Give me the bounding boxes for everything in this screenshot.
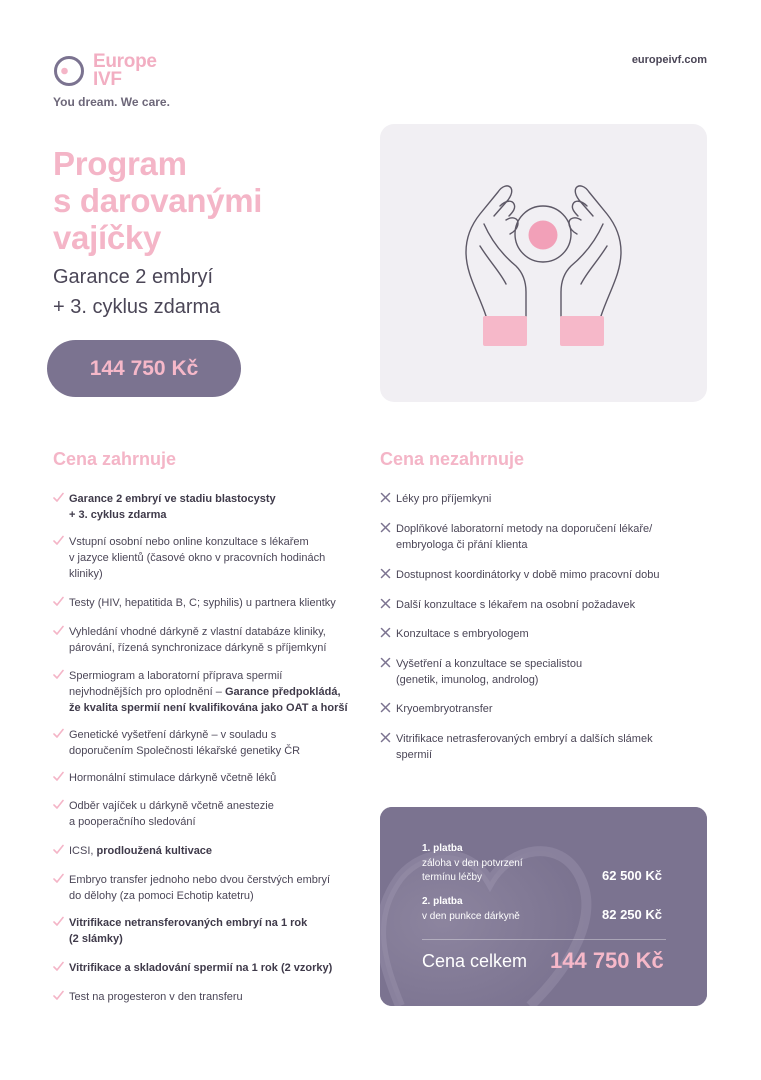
check-icon <box>53 535 64 546</box>
text-segment: Test na progesteron v den transferu <box>69 991 243 1003</box>
cross-icon <box>380 732 391 743</box>
list-item <box>53 798 274 830</box>
text-segment: Testy (HIV, hepatitida B, C; syphilis) u partnera klientky <box>69 597 336 609</box>
cross-icon <box>380 657 391 668</box>
list-item <box>53 770 276 786</box>
list-item-text <box>69 960 332 976</box>
text-segment: Dostupnost koordinátorky v době mimo pracovní dobu <box>396 569 660 581</box>
list-item <box>53 727 300 759</box>
text-segment: Konzultace s embryologem <box>396 628 529 640</box>
payment-1-label: 1. platba <box>422 843 463 854</box>
check-icon <box>53 625 64 636</box>
list-item-text <box>69 595 336 611</box>
check-icon <box>53 961 64 972</box>
included-heading: Cena zahrnuje <box>53 449 177 469</box>
list-item-text <box>69 798 274 830</box>
text-segment: embryologa či přání klienta <box>396 539 528 551</box>
text-segment: a pooperačního sledování <box>69 816 196 828</box>
cross-icon <box>380 522 391 533</box>
list-item-text <box>396 597 635 613</box>
text-segment: nejvhodnějších pro oplodnění – <box>69 686 225 698</box>
logo-line-2: IVF <box>93 69 122 90</box>
text-segment: Doplňkové laboratorní metody na doporučení lékaře/ <box>396 523 653 535</box>
list-item <box>53 595 336 611</box>
text-segment: Kryoembryotransfer <box>396 703 493 715</box>
list-item <box>53 491 276 523</box>
check-icon <box>53 799 64 810</box>
list-item-text <box>396 521 652 553</box>
list-item <box>53 960 332 976</box>
hands-holding-egg-icon <box>380 124 707 402</box>
payment-card <box>380 807 707 1006</box>
text-segment: Genetické vyšetření dárkyně – v souladu s <box>69 729 277 741</box>
list-item <box>380 731 653 763</box>
text-segment: párování, řízená synchronizace dárkyně s příjemkyní <box>69 642 327 654</box>
list-item-text <box>69 915 307 947</box>
cross-icon <box>380 598 391 609</box>
list-item <box>380 521 652 553</box>
title-line: vajíčky <box>53 219 162 256</box>
subtitle <box>53 262 353 322</box>
list-item-text <box>69 770 276 786</box>
text-segment: ICSI, <box>69 845 97 857</box>
total-amount: 144 750 Kč <box>550 948 664 973</box>
text-segment: Vitrifikace netrasferovaných embryí a dalších slámek <box>396 733 653 745</box>
ring-dot-icon <box>53 55 85 87</box>
list-item-text <box>69 491 276 523</box>
list-item-text <box>396 567 660 583</box>
payment-1-desc: záloha v den potvrzení termínu léčby <box>422 858 523 883</box>
list-item <box>380 567 660 583</box>
check-icon <box>53 492 64 503</box>
payment-2-amount: 82 250 Kč <box>602 907 662 922</box>
cross-icon <box>380 492 391 503</box>
list-item <box>53 915 307 947</box>
title-line: s darovanými <box>53 182 263 219</box>
text-segment: Další konzultace s lékařem na osobní požadavek <box>396 599 636 611</box>
text-segment: Vstupní osobní nebo online konzultace s lékařem <box>69 536 309 548</box>
text-segment: Spermiogram a laboratorní příprava spermií <box>69 670 283 682</box>
list-item <box>53 843 212 859</box>
list-item-text <box>396 656 582 688</box>
text-segment: Vitrifikace a skladování spermií na 1 rok (2 vzorky) <box>69 962 333 974</box>
text-segment: Léky pro příjemkyni <box>396 493 492 505</box>
payment-2-label: 2. platba <box>422 896 463 907</box>
text-segment: + 3. cyklus zdarma <box>69 509 167 521</box>
list-item <box>53 534 325 582</box>
price-badge: 144 750 Kč <box>47 340 241 397</box>
text-segment: do dělohy (za pomoci Echotip katetru) <box>69 890 254 902</box>
list-item-text <box>396 731 653 763</box>
list-item <box>380 597 635 613</box>
check-icon <box>53 669 64 680</box>
text-segment: Vitrifikace netransferovaných embryí na 1 rok <box>69 917 308 929</box>
text-segment: doporučením Společnosti lékařské genetiky ČR <box>69 745 301 757</box>
list-item <box>53 624 326 656</box>
check-icon <box>53 728 64 739</box>
list-item-text <box>69 534 325 582</box>
list-item <box>380 656 582 688</box>
payment-divider <box>422 939 666 940</box>
text-segment: Embryo transfer jednoho nebo dvou čerstvých embryí <box>69 874 331 886</box>
text-segment: v jazyce klientů (časové okno v pracovních hodinách <box>69 552 326 564</box>
check-icon <box>53 990 64 1001</box>
subtitle-line: Garance 2 embryí <box>53 266 214 288</box>
list-item <box>53 668 348 716</box>
logo-line-1: Europe <box>93 51 157 72</box>
payment-1-amount: 62 500 Kč <box>602 868 662 883</box>
list-item <box>380 626 529 642</box>
check-icon <box>53 596 64 607</box>
text-segment: (2 slámky) <box>69 933 123 945</box>
illustration-card <box>380 124 707 402</box>
check-icon <box>53 771 64 782</box>
title-line: Program <box>53 145 187 182</box>
list-item <box>380 701 493 717</box>
excluded-heading: Cena nezahrnuje <box>380 449 525 469</box>
text-segment: Vyhledání vhodné dárkyně z vlastní databáze kliniky, <box>69 626 326 638</box>
logo-wordmark <box>93 53 157 89</box>
list-item <box>53 989 243 1005</box>
text-segment: Odběr vajíček u dárkyně včetně anestezie <box>69 800 274 812</box>
text-segment: Vyšetření a konzultace se specialistou <box>396 658 583 670</box>
list-item-text <box>396 626 529 642</box>
list-item-text <box>396 701 493 717</box>
payment-2-desc: v den punkce dárkyně <box>422 911 520 922</box>
text-segment: Garance předpokládá, <box>224 686 341 698</box>
list-item-text <box>69 872 330 904</box>
list-item-text <box>69 668 348 716</box>
list-item-text <box>69 843 212 859</box>
tagline: You dream. We care. <box>53 95 170 109</box>
cross-icon <box>380 702 391 713</box>
check-icon <box>53 916 64 927</box>
list-item <box>380 491 491 507</box>
site-url[interactable]: europeivf.com <box>631 54 707 66</box>
list-item-text <box>69 989 243 1005</box>
text-segment: (genetik, imunolog, androlog) <box>396 674 539 686</box>
text-segment: Hormonální stimulace dárkyně včetně léků <box>69 772 277 784</box>
check-icon <box>53 844 64 855</box>
check-icon <box>53 873 64 884</box>
total-label: Cena celkem <box>422 951 528 971</box>
subtitle-line: + 3. cyklus zdarma <box>53 296 221 318</box>
page-title <box>53 145 353 256</box>
list-item-text <box>69 624 326 656</box>
text-segment: že kvalita spermií není kvalifikována jako OAT a horší <box>69 702 348 714</box>
text-segment: kliniky) <box>69 568 103 580</box>
cross-icon <box>380 627 391 638</box>
text-segment: spermií <box>396 749 433 761</box>
list-item-text <box>69 727 300 759</box>
list-item-text <box>396 491 491 507</box>
text-segment: Garance 2 embryí ve stadiu blastocysty <box>69 493 276 505</box>
list-item <box>53 872 330 904</box>
cross-icon <box>380 568 391 579</box>
text-segment: prodloužená kultivace <box>96 845 213 857</box>
